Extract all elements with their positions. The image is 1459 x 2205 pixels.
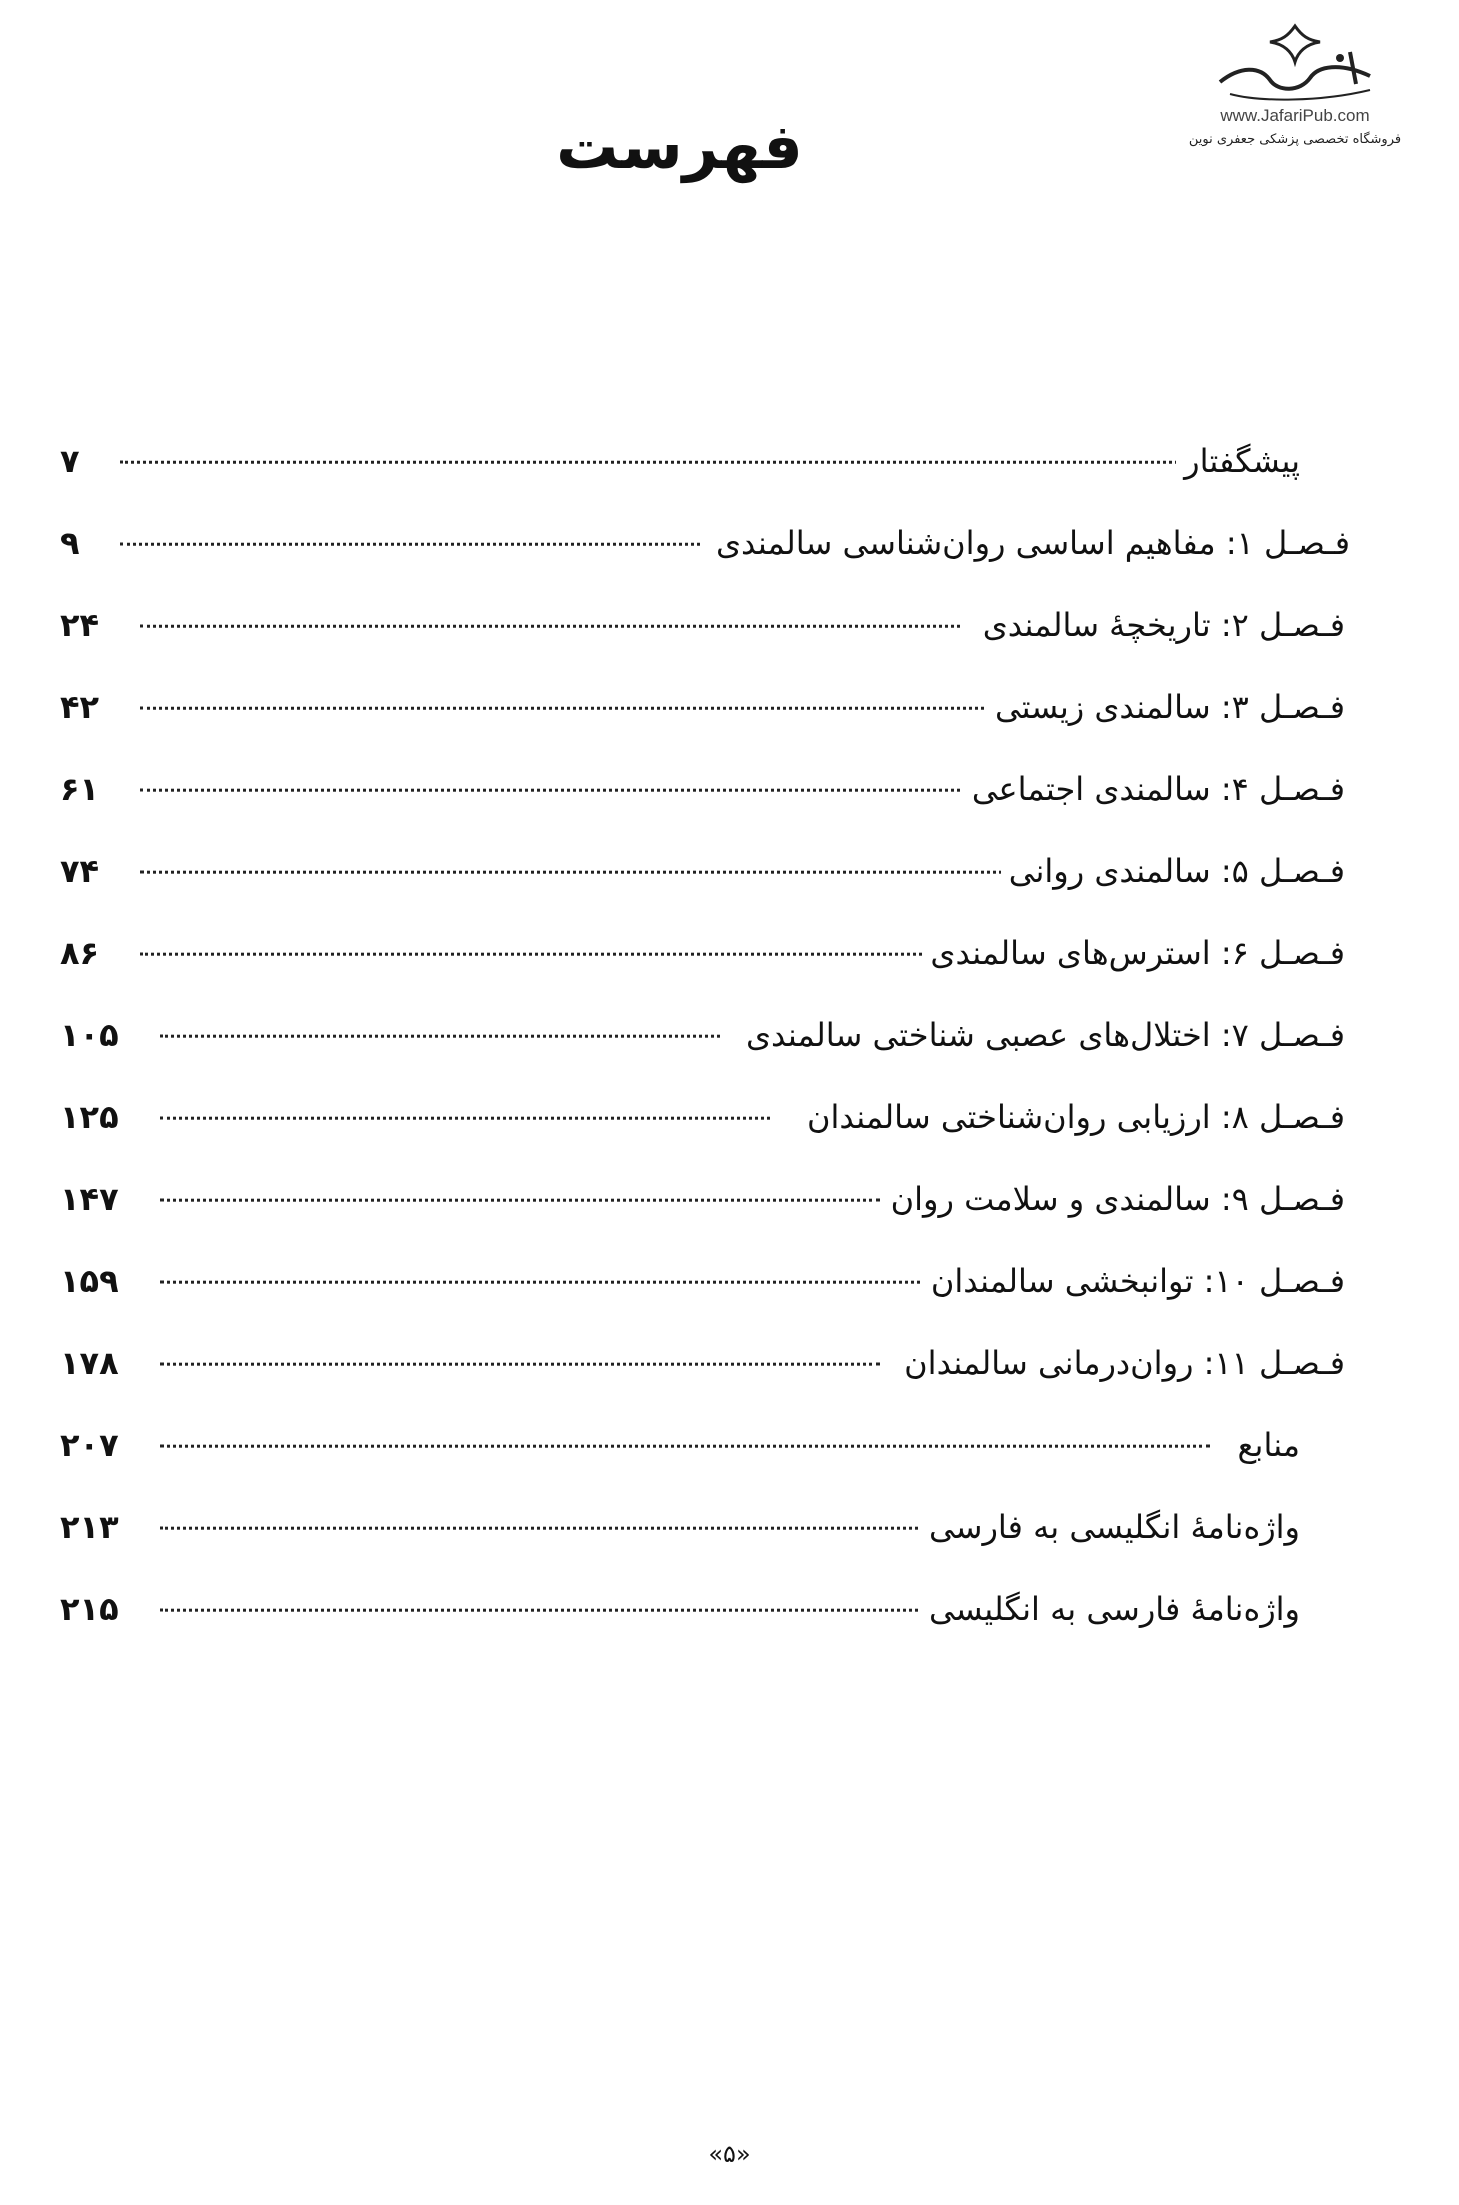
toc-entry-label: فـصـل ۶: استرس‌های سالمندی bbox=[922, 934, 1345, 972]
toc-entry-page: ۱۷۸ bbox=[60, 1344, 119, 1382]
toc-entry-page: ۲۱۵ bbox=[60, 1590, 119, 1628]
toc-entry-glossary-fa-en bbox=[60, 1568, 1360, 1650]
jafari-logo-icon bbox=[1200, 22, 1390, 104]
toc-entry-page: ۶۱ bbox=[60, 770, 100, 808]
toc-entry-references bbox=[60, 1404, 1360, 1486]
toc-entry-page: ۲۴ bbox=[60, 606, 100, 644]
toc-entry-page: ۷۴ bbox=[60, 852, 100, 890]
dot-leader bbox=[120, 543, 700, 546]
toc-entry-chapter-11 bbox=[60, 1322, 1360, 1404]
dot-leader bbox=[160, 1035, 720, 1038]
toc-entry-glossary-en-fa bbox=[60, 1486, 1360, 1568]
toc-entry-label: فـصـل ۴: سالمندی اجتماعی bbox=[964, 770, 1345, 808]
toc-entry-page: ۱۵۹ bbox=[60, 1262, 119, 1300]
page-title: فهرست bbox=[556, 110, 803, 183]
toc-entry-chapter-5 bbox=[60, 830, 1360, 912]
toc-entry-page: ۹ bbox=[60, 524, 80, 562]
toc-entry-page: ۲۰۷ bbox=[60, 1426, 119, 1464]
toc-entry-page: ۷ bbox=[60, 442, 80, 480]
toc-entry-chapter-7 bbox=[60, 994, 1360, 1076]
toc-entry-preface bbox=[60, 420, 1360, 502]
toc-entry-chapter-3 bbox=[60, 666, 1360, 748]
toc-entry-page: ۲۱۳ bbox=[60, 1508, 119, 1546]
toc-entry-chapter-1 bbox=[60, 502, 1360, 584]
toc-entry-chapter-6 bbox=[60, 912, 1360, 994]
dot-leader bbox=[140, 953, 940, 956]
toc-entry-label: فـصـل ۵: سالمندی روانی bbox=[1001, 852, 1345, 890]
toc-entry-label: واژه‌نامهٔ فارسی به انگلیسی bbox=[921, 1590, 1300, 1628]
dot-leader bbox=[160, 1117, 770, 1120]
dot-leader bbox=[160, 1445, 1210, 1448]
toc-entry-label: فـصـل ۲: تاریخچهٔ سالمندی bbox=[975, 606, 1345, 644]
toc-entry-chapter-9 bbox=[60, 1158, 1360, 1240]
toc-entry-label: فـصـل ۱: مفاهیم اساسی روان‌شناسی سالمندی bbox=[708, 524, 1350, 562]
dot-leader bbox=[160, 1363, 880, 1366]
toc-entry-label: منابع bbox=[1230, 1426, 1300, 1464]
toc-entry-label: فـصـل ۷: اختلال‌های عصبی شناختی سالمندی bbox=[738, 1016, 1345, 1054]
dot-leader bbox=[120, 461, 1190, 464]
toc-entry-chapter-4 bbox=[60, 748, 1360, 830]
toc-entry-page: ۱۲۵ bbox=[60, 1098, 119, 1136]
toc-entry-page: ۸۶ bbox=[60, 934, 100, 972]
toc-entry-label: فـصـل ۳: سالمندی زیستی bbox=[987, 688, 1345, 726]
dot-leader bbox=[140, 625, 960, 628]
toc-entry-chapter-8 bbox=[60, 1076, 1360, 1158]
table-of-contents bbox=[60, 420, 1360, 1650]
dot-leader bbox=[160, 1609, 960, 1612]
toc-entry-label: فـصـل ۱۱: روان‌درمانی سالمندان bbox=[896, 1344, 1345, 1382]
dot-leader bbox=[160, 1199, 880, 1202]
toc-entry-page: ۱۰۵ bbox=[60, 1016, 119, 1054]
toc-entry-chapter-2 bbox=[60, 584, 1360, 666]
toc-entry-chapter-10 bbox=[60, 1240, 1360, 1322]
toc-entry-page: ۴۲ bbox=[60, 688, 100, 726]
toc-entry-page: ۱۴۷ bbox=[60, 1180, 119, 1218]
publisher-url: www.JafariPub.com bbox=[1220, 106, 1370, 125]
toc-entry-label: واژه‌نامهٔ انگلیسی به فارسی bbox=[921, 1508, 1300, 1546]
toc-entry-label: فـصـل ۸: ارزیابی روان‌شناختی سالمندان bbox=[799, 1098, 1345, 1136]
dot-leader bbox=[140, 707, 990, 710]
dot-leader bbox=[160, 1527, 960, 1530]
toc-entry-label: فـصـل ۱۰: توانبخشی سالمندان bbox=[923, 1262, 1345, 1300]
toc-entry-label: پیشگفتار bbox=[1176, 442, 1300, 480]
dot-leader bbox=[140, 871, 1010, 874]
publisher-store-name: فروشگاه تخصصی پزشکی جعفری نوین bbox=[1188, 132, 1402, 147]
dot-leader bbox=[160, 1281, 940, 1284]
page-number: «۵» bbox=[708, 2140, 751, 2168]
toc-entry-label: فـصـل ۹: سالمندی و سلامت روان bbox=[883, 1180, 1345, 1218]
dot-leader bbox=[140, 789, 960, 792]
